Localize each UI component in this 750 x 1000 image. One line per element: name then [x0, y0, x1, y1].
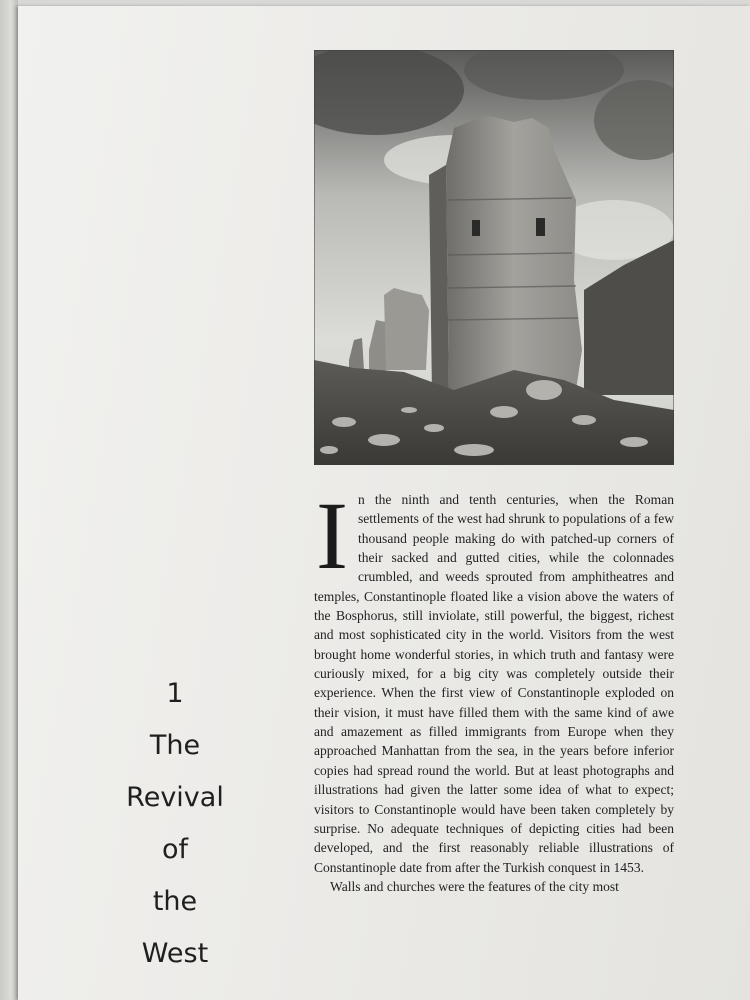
paragraph-2: Walls and churches were the features of the city most: [330, 878, 619, 894]
ruined-tower-photo: [314, 50, 674, 465]
chapter-title-line-3: of: [161, 834, 189, 865]
chapter-title-line-2: Revival: [126, 782, 224, 813]
chapter-title-line-1: The: [149, 730, 201, 761]
chapter-number: 1: [166, 678, 184, 709]
chapter-heading: [100, 668, 250, 980]
photo-illustration: [314, 50, 674, 465]
tower-window-right: [536, 218, 545, 236]
chapter-body-text: [314, 482, 674, 896]
paragraph-1: [314, 482, 674, 877]
paragraph-1-text: n the ninth and tenth centuries, when the Roman settlements of the west had shrunk to populations of a few thousand people making do with patched-up corners of their sacked and gutted cities, while the colonnades crumbled, and weeds sprouted from amphitheatres and temples, Constantinople floated like a vision above the waters of the Bosphorus, still inviolate, still powerful, the biggest, richest and most sophisticated city in the world. Visitors from the west brought home wonderful stories, in which truth and fantasy were curiously mixed, for a big city was completely outside their experience. When the first view of Constantinople exploded on their vision, it must have filled them with the same kind of awe and amazement as filled immigrants from Europe when they approached Manhattan from the sea, in the years before inferior copies had spread round the world. But at least photographs and illustrations had given the latter some idea of what to expect; visitors to Constantinople would have been taken completely by surprise. No adequate techniques of depicting cities had been developed, and the first reasonably reliable illustrations of Constantinople date from after the Turkish conquest in 1453.: [314, 492, 674, 875]
chapter-title-line-5: West: [141, 938, 209, 969]
chapter-title-line-4: the: [152, 886, 198, 917]
page-edge: [0, 0, 18, 1000]
tower-window-left: [472, 220, 480, 236]
drop-cap: I: [316, 482, 348, 589]
